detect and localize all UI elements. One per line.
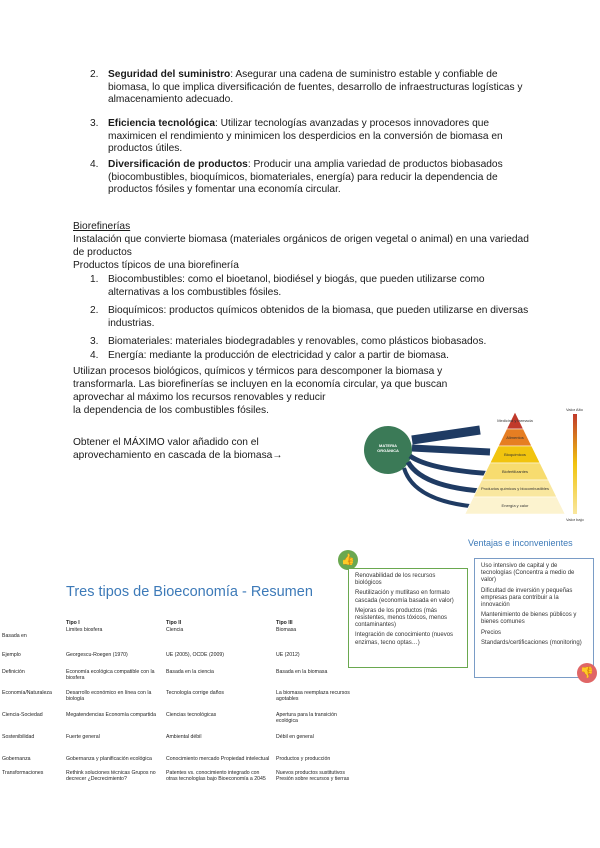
table-cell: Basada en la ciencia: [166, 669, 214, 675]
summary-title: Tres tipos de Bioeconomía - Resumen: [66, 584, 313, 600]
row-label: Sostenibilidad: [2, 734, 35, 740]
item-text: Bioquímicos: productos químicos obtenidos de la biomasa, que pueden utilizarse en diversas industrias.: [108, 305, 529, 329]
column-subheader: Ciencia: [166, 627, 184, 633]
item-number: 4.: [90, 350, 99, 361]
table-cell: La biomasa reemplaza recursos agotables: [276, 690, 350, 703]
row-label: Transformaciones: [2, 770, 44, 776]
cascade-line-2: aprovechamiento en cascada de la biomasa→: [73, 450, 283, 461]
column-header: Tipo III: [276, 620, 293, 626]
item-text: [108, 159, 530, 197]
cascade-line-1: Obtener el MÁXIMO valor añadido con el: [73, 437, 259, 448]
table-cell: Tecnología corrige daños: [166, 690, 224, 696]
table-cell: Fuerte general: [66, 734, 100, 740]
pyramid-level-label: Bioquímicos: [504, 451, 526, 457]
biorefinerias-paragraph-line-2: transformarla. Las biorefinerías se incluyen en la economía circular, ya que buscan: [73, 379, 448, 390]
table-cell: UE (2005), OCDE (2009): [166, 652, 224, 658]
con-item: Standards/certificaciones (monitoring): [481, 639, 582, 646]
con-item: Dificultad de inversión y pequeñas empresas para contribuir a la innovación: [481, 587, 573, 609]
table-cell: UE (2012): [276, 652, 300, 658]
row-label: Definición: [2, 669, 25, 675]
row-label: Basada en: [2, 633, 27, 639]
column-header: Tipo I: [66, 620, 80, 626]
product-item: [90, 274, 530, 299]
table-cell: Ciencias tecnológicas: [166, 712, 217, 718]
item-term: Diversificación de productos: [108, 159, 248, 170]
table-cell: Débil en general: [276, 734, 314, 740]
table-cell: Gobernanza y planificación ecológica: [66, 756, 152, 762]
pyramid-level-label: Alimentos: [506, 434, 524, 440]
biorefinerias-heading: Biorefinerías: [73, 221, 131, 232]
cons-panel: [474, 558, 594, 678]
pros-cons-title: Ventajas e inconvenientes: [468, 538, 573, 548]
pro-item: Integración de conocimiento (nuevos enzimas, tecno optas…): [355, 632, 454, 646]
item-number: 2.: [90, 305, 99, 316]
item-text: Biomateriales: materiales biodegradables y renovables, como plásticos biobasados.: [108, 336, 487, 347]
pro-item: Mejoras de los productos (más resistentes, menos tóxicos, menos contaminantes): [355, 607, 448, 629]
item-term: Eficiencia tecnológica: [108, 118, 216, 129]
biorefinerias-definition: Instalación que convierte biomasa (materiales orgánicos de origen vegetal o animal) en una variedad de productos: [73, 234, 529, 258]
value-axis-bar: [573, 414, 577, 514]
axis-top-label: Valor Alto: [566, 407, 583, 412]
table-cell: Productos y producción: [276, 756, 331, 762]
thumbs-down-icon: 👎: [577, 663, 597, 683]
item-text: [108, 118, 530, 156]
biorefinerias-paragraph-line-4: la dependencia de los combustibles fósiles.: [73, 405, 269, 416]
item-number: 2.: [90, 69, 99, 80]
con-item: Mantenimiento de bienes públicos y bienes comunes: [481, 612, 577, 626]
row-label: Ciencia-Sociedad: [2, 712, 43, 718]
pros-panel: [348, 568, 468, 668]
table-cell: Nuevos productos sustitutivos Presión sobre recursos y tierras: [276, 770, 350, 783]
product-item: [90, 350, 530, 363]
pyramid-level-label: Medicina y farmacia: [497, 417, 533, 423]
item-text: Energía: mediante la producción de electricidad y calor a partir de biomasa.: [108, 350, 449, 361]
product-item: [90, 336, 530, 349]
item-text: [108, 69, 530, 107]
con-item: Uso intensivo de capital y de tecnologías (Concentra a medio de valor): [481, 563, 575, 584]
item-number: 4.: [90, 159, 99, 170]
table-cell: Ambiental débil: [166, 734, 202, 740]
item-number: 3.: [90, 118, 99, 129]
pro-item: Renovabilidad de los recursos biológicos: [355, 573, 436, 587]
item-description: : Utilizar tecnologías avanzadas y procesos innovadores que maximicen el rendimiento y minimicen los desperdicios en la conversión de biomasa en productos útiles.: [108, 118, 503, 155]
materia-organica-label: MATERIA ORGÁNICA: [377, 443, 399, 453]
item-description: : Producir una amplia variedad de productos biobasados (biocombustibles, bioquímicos, biomateriales, energía) para reducir la dependencia de productos fósiles y fomentar una economía circular.: [108, 159, 503, 196]
item-text: Biocombustibles: como el bioetanol, biodiésel y biogás, que pueden utilizarse como alternativas a los combustibles fósiles.: [108, 274, 485, 298]
biorefinerias-paragraph-line-1: Utilizan procesos biológicos, químicos y térmicos para descomponer la biomasa y: [73, 366, 443, 377]
products-intro: Productos típicos de una biorefinería: [73, 260, 239, 271]
row-label: Ejemplo: [2, 652, 21, 658]
table-cell: Basada en la biomasa: [276, 669, 328, 675]
cascade-pyramid-diagram: [360, 400, 600, 530]
column-subheader: Limites biosfera: [66, 627, 103, 633]
pyramid-level-label: Productos químicos y biocombustibles: [480, 485, 550, 491]
item-number: 1.: [90, 274, 99, 285]
pro-item: Reutilización y mutlitaso en formato cascada (economía basada en valor): [355, 590, 454, 604]
table-cell: Patentes vs. conocimiento integrado con otras tecnologías bajo Bioeconomía a 2045: [166, 770, 266, 783]
row-label: Economía/Naturaleza: [2, 690, 52, 696]
pyramid-level-label: Energía y calor: [501, 502, 529, 508]
table-cell: Apertura para la transición ecológica: [276, 712, 337, 725]
product-item: [90, 305, 530, 330]
table-cell: Conocimiento mercado Propiedad intelectual: [166, 756, 270, 762]
biorefinerias-paragraph-line-3: aprovechar al máximo los recursos renovables y reducir: [73, 392, 326, 403]
pyramid-level-label: Biofertilizantes: [501, 468, 528, 474]
arrow-1: [412, 430, 480, 440]
numbered-item: [90, 118, 530, 156]
table-cell: Georgescu-Roegen (1970): [66, 652, 128, 658]
table-cell: Desarrollo económico en línea con la biología: [66, 690, 152, 703]
row-label: Gobernanza: [2, 756, 31, 762]
table-cell: Economía ecológica compatible con la biosfera: [66, 669, 155, 682]
axis-bottom-label: Valor bajo: [566, 517, 584, 522]
item-description: : Asegurar una cadena de suministro estable y confiable de biomasa, lo que implica diversificación de fuentes, desarrollo de infraestructuras logísticas y almacenamiento adecuado.: [108, 69, 523, 106]
numbered-item: [90, 159, 530, 197]
table-cell: Rethink soluciones técnicas Grupos no decrecer ¿Decrecimiento?: [66, 770, 156, 783]
numbered-item: [90, 69, 530, 107]
item-term: Seguridad del suministro: [108, 69, 231, 80]
item-number: 3.: [90, 336, 99, 347]
thumbs-up-icon: 👍: [338, 550, 358, 570]
table-cell: Megatendencias Economía compartida: [66, 712, 156, 718]
summary-table: [0, 616, 360, 846]
column-header: Tipo II: [166, 620, 182, 626]
con-item: Precios: [481, 629, 502, 636]
column-subheader: Biomasa: [276, 627, 297, 633]
